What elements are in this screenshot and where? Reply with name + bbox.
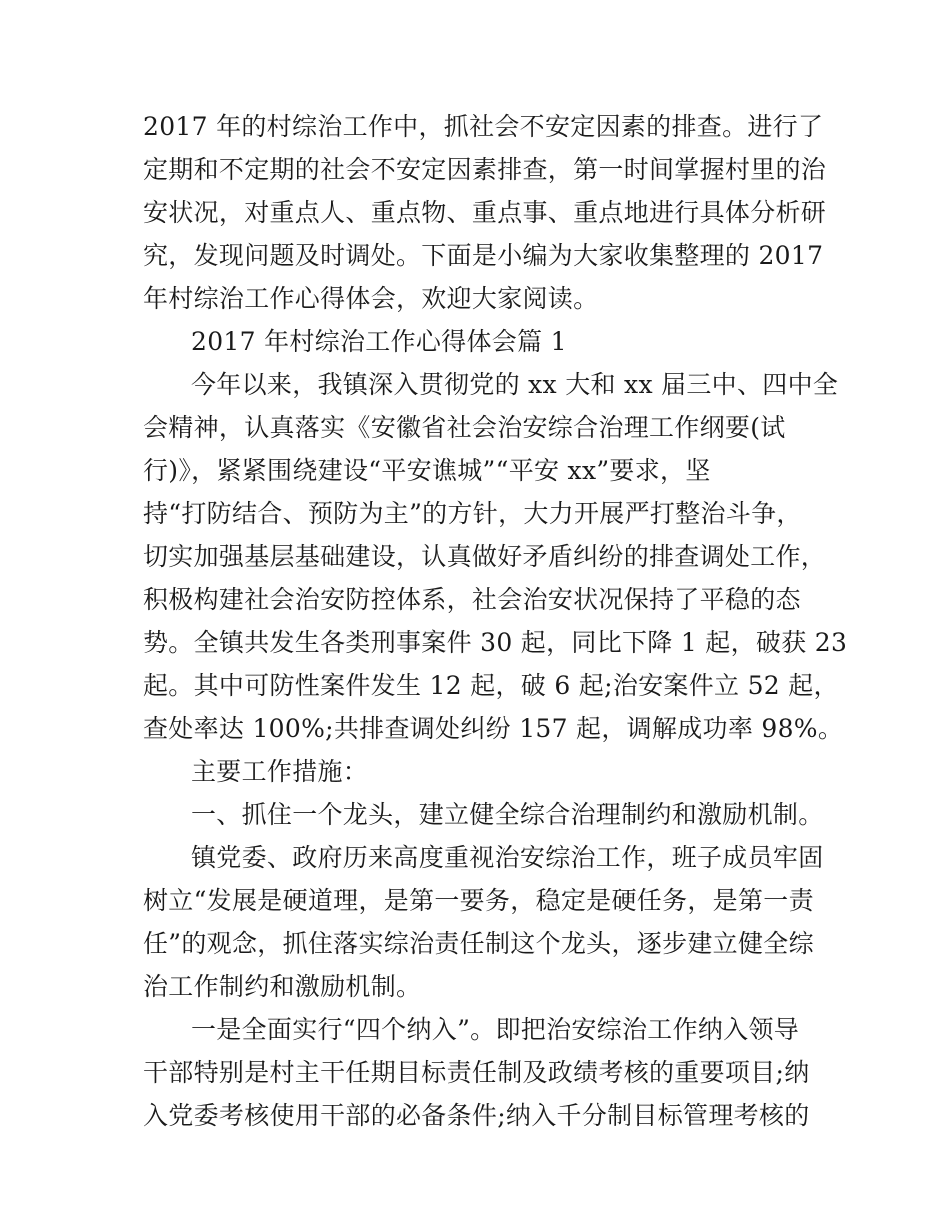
text-line: 主要工作措施： [191,757,369,786]
text-line: 入党委考核使用干部的必备条件;纳入千分制目标管理考核的 [143,1101,810,1130]
text-line: 定期和不定期的社会不安定因素排查，第一时间掌握村里的治 [143,155,827,184]
text-line: 树立“发展是硬道理，是第一要务，稳定是硬任务，是第一责 [143,886,814,915]
text-line: 一、抓住一个龙头，建立健全综合治理制约和激励机制。 [191,800,824,829]
text-line: 积极构建社会治安防控体系，社会治安状况保持了平稳的态 [143,585,801,614]
text-line: 行)》，紧紧围绕建设“平安谯城”“平安 xx”要求，坚 [143,456,711,485]
text-line: 持“打防结合、预防为主”的方针，大力开展严打整治斗争， [143,499,802,528]
text-line: 2017 年的村综治工作中，抓社会不安定因素的排查。进行了 [143,112,824,141]
text-line: 势。全镇共发生各类刑事案件 30 起，同比下降 1 起，破获 23 [143,628,848,657]
text-line: 干部特别是村主干任期目标责任制及政绩考核的重要项目;纳 [143,1058,810,1087]
text-line: 起。其中可防性案件发生 12 起，破 6 起;治安案件立 52 起， [143,671,839,700]
text-line: 治工作制约和激励机制。 [143,972,422,1001]
text-line: 镇党委、政府历来高度重视治安综治工作，班子成员牢固 [191,843,824,872]
text-line: 任”的观念，抓住落实综治责任制这个龙头，逐步建立健全综 [143,929,814,958]
section-heading: 2017 年村综治工作心得体会篇 1 [191,327,567,356]
text-line: 查处率达 100%;共排查调处纠纷 157 起，调解成功率 98%。 [143,714,844,743]
text-line: 安状况，对重点人、重点物、重点事、重点地进行具体分析研 [143,198,827,227]
text-line: 会精神，认真落实《安徽省社会治安综合治理工作纲要(试 [143,413,786,442]
text-line: 究，发现问题及时调处。下面是小编为大家收集整理的 2017 [143,241,824,270]
text-line: 切实加强基层基础建设，认真做好矛盾纠纷的排查调处工作， [143,542,827,571]
text-line: 年村综治工作心得体会，欢迎大家阅读。 [143,284,599,313]
text-line: 一是全面实行“四个纳入”。即把治安综治工作纳入领导 [191,1015,800,1044]
text-line: 今年以来，我镇深入贯彻党的 xx 大和 xx 届三中、四中全 [191,370,839,399]
